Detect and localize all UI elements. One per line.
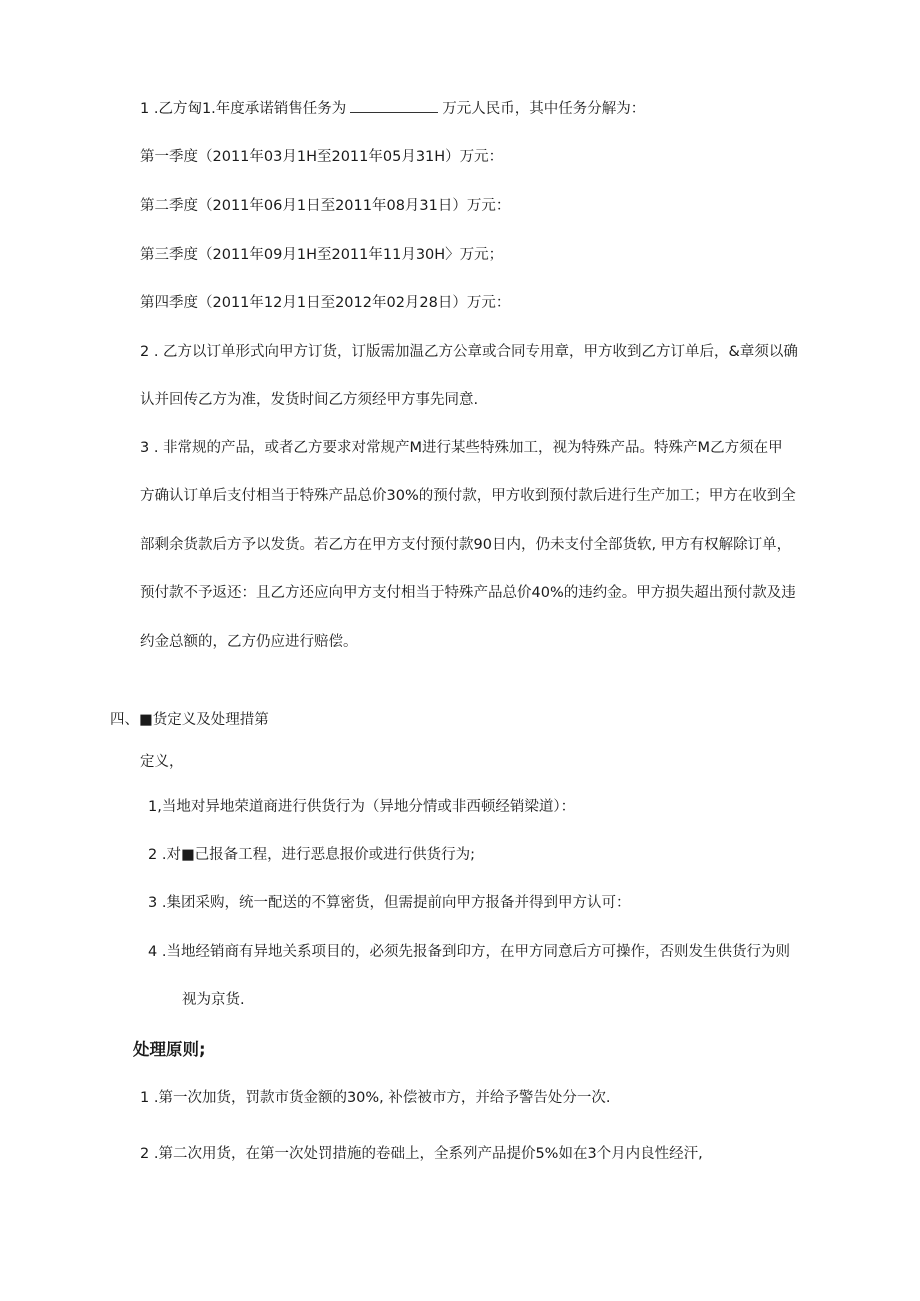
clause-3-line: 部剩余货款后方予以发货。若乙方在甲方支付预付款90日内，仍未支付全部货软, 甲方有权解除订单， <box>140 537 792 553</box>
principle-item: 2 .第二次用货，在第一次处罚措施的卷础上，全系列产品提价5%如在3个月内良性经汗, <box>140 1146 703 1162</box>
clause-3-line: 预付款不予返还：且乙方还应向甲方支付相当于特殊产品总价40%的违约金。甲方损失超出预付款及违 <box>140 585 796 601</box>
quarter-line: 第一季度（2011年03月1H至2011年05月31H）万元： <box>140 149 504 165</box>
clause-3-line: 方确认订单后支付相当于特殊产品总价30%的预付款，甲方收到预付款后进行生产加工；甲方在收到全 <box>140 488 796 504</box>
principle-item: 1 .第一次加货，罚款市货金额的30%, 补偿被市方，并给予警告处分一次. <box>140 1090 611 1106</box>
principle-label: 处理原则; <box>133 1040 206 1059</box>
clause-3-line: 3 . 非常规的产品，或者乙方要求对常规产M进行某些特殊加工，视为特殊产品。特殊产M乙方须在甲 <box>140 440 783 456</box>
definition-label: 定义， <box>140 754 184 770</box>
clause-2-line: 认并回传乙方为准，发货时间乙方须经甲方事先同意. <box>140 392 479 408</box>
clause-3-line: 约金总额的，乙方仍应进行赔偿。 <box>140 634 358 650</box>
target-suffix: 万元人民币，其中任务分解为： <box>442 101 646 117</box>
target-amount-blank <box>350 100 438 113</box>
definition-item: 2 .对■己报备工程，进行恶息报价或进行供货行为; <box>148 847 476 863</box>
definition-item: 3 .集团采购，统一配送的不算密货，但需提前向甲方报备并得到甲方认可： <box>148 895 631 911</box>
definition-item: 4 .当地经销商有异地关系项目的，必须先报备到印方，在甲方同意后方可操作，否则发生供货行为则 <box>148 944 790 960</box>
clause-2-line: 2 . 乙方以订单形式向甲方订货，订版需加温乙方公章或合同专用章，甲方收到乙方订单后，&章须以确 <box>140 344 798 360</box>
definition-item: 视为京货. <box>182 992 245 1008</box>
target-prefix: 1 .乙方匈1.年度承诺销售任务为 <box>140 101 347 117</box>
quarter-line: 第四季度（2011年12月1日至2012年02月28日）万元： <box>140 295 511 311</box>
definition-item: 1,当地对异地荣道商进行供货行为（异地分情或非西顿经销梁道）： <box>148 799 576 815</box>
section-4-heading: 四、■货定义及处理措第 <box>110 712 269 728</box>
quarter-line: 第三季度（2011年09月1H至2011年11月30H〉万元； <box>140 247 504 263</box>
target-line <box>140 99 645 119</box>
quarter-line: 第二季度（2011年06月1日至2011年08月31日）万元： <box>140 198 511 214</box>
